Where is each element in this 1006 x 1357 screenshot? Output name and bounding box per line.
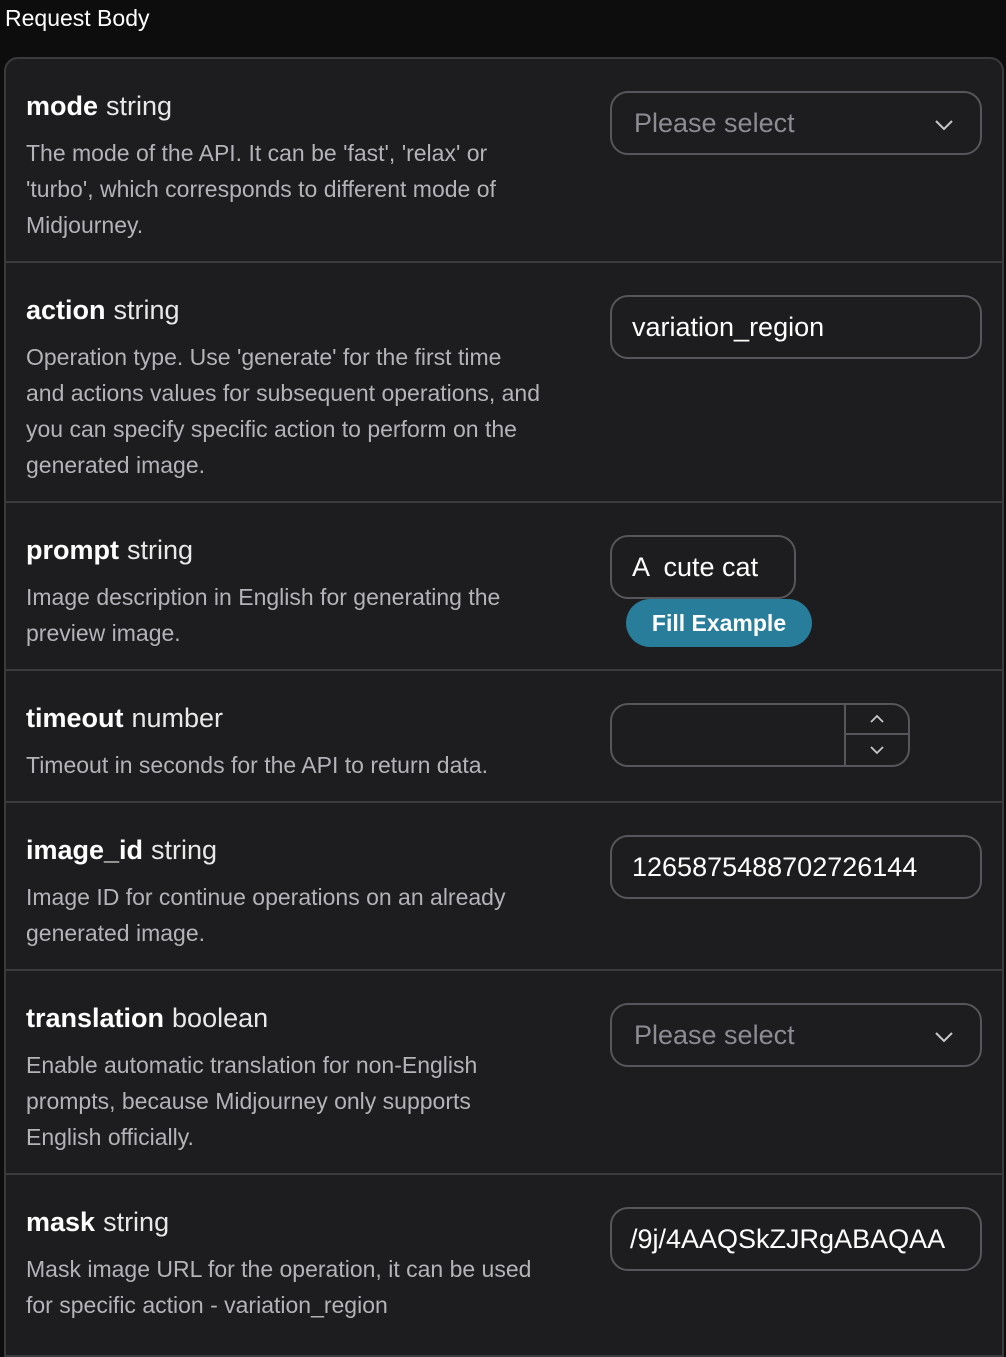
description-line: Mask image URL for the operation, it can be used — [26, 1256, 532, 1282]
section-title: Request Body — [5, 5, 150, 31]
param-type: string — [126, 535, 194, 565]
decrement-button[interactable] — [846, 735, 908, 765]
fill-example-button[interactable]: Fill Example — [626, 599, 812, 647]
chevron-down-icon — [934, 115, 954, 135]
increment-button[interactable] — [846, 705, 908, 735]
param-row-action — [6, 263, 1002, 503]
description-line: and actions values for subsequent operations, and — [26, 380, 541, 406]
select-placeholder: Please select — [634, 1020, 795, 1050]
param-header — [26, 295, 180, 326]
param-name: action — [26, 295, 106, 325]
select-placeholder: Please select — [634, 108, 795, 138]
chevron-down-icon — [934, 1027, 954, 1047]
translation-select[interactable] — [610, 1003, 982, 1067]
mode-select[interactable] — [610, 91, 982, 155]
prompt-input[interactable] — [610, 535, 796, 599]
param-header — [26, 535, 193, 566]
timeout-number-input[interactable] — [610, 703, 910, 767]
param-header — [26, 703, 223, 734]
param-row-image-id — [6, 803, 1002, 971]
param-row-timeout — [6, 671, 1002, 803]
param-type: string — [103, 1207, 170, 1237]
param-row-translation — [6, 971, 1002, 1175]
description-line: Enable automatic translation for non-English — [26, 1052, 478, 1078]
param-description — [26, 879, 606, 951]
description-line: 'turbo', which corresponds to different mode of — [26, 176, 496, 202]
param-description — [26, 339, 606, 483]
param-header — [26, 835, 217, 866]
action-input[interactable] — [610, 295, 982, 359]
description-line: Image description in English for generating the — [26, 584, 501, 610]
image-id-input[interactable] — [610, 835, 982, 899]
description-line: The mode of the API. It can be 'fast', 'relax' or — [26, 140, 488, 166]
param-type: string — [106, 91, 173, 121]
param-row-mode — [6, 59, 1002, 263]
param-header — [26, 1003, 268, 1034]
description-line: Operation type. Use 'generate' for the first time — [26, 344, 502, 370]
input-value: /9j/4AAQSkZJRgABAQAA — [630, 1224, 946, 1254]
param-description — [26, 1047, 606, 1155]
chevron-down-icon — [869, 742, 885, 758]
param-type: string — [113, 295, 180, 325]
description-line: generated image. — [26, 920, 206, 946]
param-description — [26, 579, 606, 651]
input-value: variation_region — [632, 312, 825, 342]
param-name: image_id — [26, 835, 144, 865]
param-name: translation — [26, 1003, 165, 1033]
param-header — [26, 91, 172, 122]
description-line: Timeout in seconds for the API to return data. — [26, 752, 488, 778]
description-line: prompts, because Midjourney only supports — [26, 1088, 471, 1114]
param-description — [26, 135, 606, 243]
param-type: number — [131, 703, 224, 733]
param-type: string — [151, 835, 218, 865]
description-line: preview image. — [26, 620, 181, 646]
description-line: English officially. — [26, 1124, 194, 1150]
param-name: mode — [26, 91, 99, 121]
description-line: Midjourney. — [26, 212, 144, 238]
input-value: A cute cat — [632, 552, 759, 582]
description-line: you can specify specific action to perform on the — [26, 416, 517, 442]
chevron-up-icon — [869, 711, 885, 727]
param-name: prompt — [26, 535, 119, 565]
description-line: for specific action - variation_region — [26, 1292, 388, 1318]
params-panel — [4, 57, 1004, 1357]
mask-input[interactable] — [610, 1207, 982, 1271]
number-stepper — [844, 705, 908, 765]
request-body-header — [0, 0, 1006, 56]
param-description — [26, 1251, 606, 1323]
param-description — [26, 747, 606, 783]
param-header — [26, 1207, 169, 1238]
param-name: timeout — [26, 703, 124, 733]
param-name: mask — [26, 1207, 96, 1237]
description-line: generated image. — [26, 452, 206, 478]
input-value: 1265875488702726144 — [632, 852, 918, 882]
param-row-mask — [6, 1175, 1002, 1357]
param-row-prompt — [6, 503, 1002, 671]
param-type: boolean — [172, 1003, 269, 1033]
description-line: Image ID for continue operations on an already — [26, 884, 506, 910]
